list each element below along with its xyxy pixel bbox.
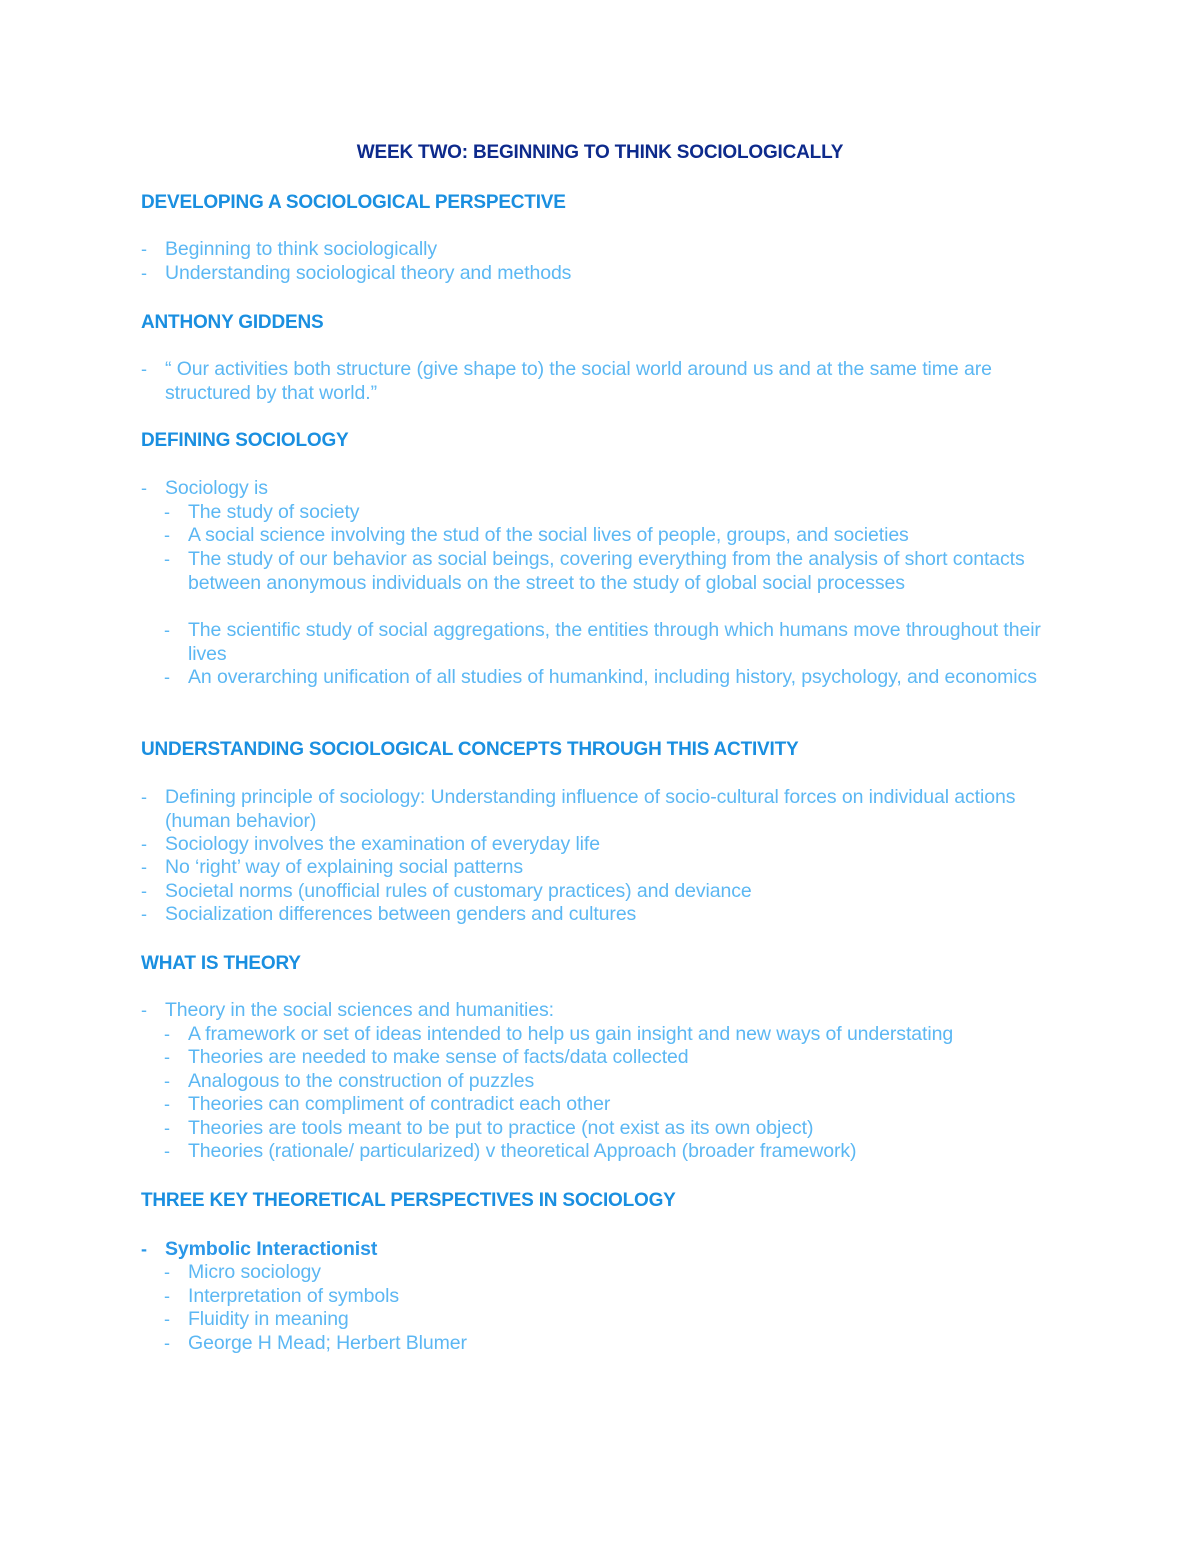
sub-list-item: - Analogous to the construction of puzzles: [164, 1070, 535, 1092]
sub-list-item: - Theories (rationale/ particularized) v theoretical Approach (broader framework): [164, 1140, 857, 1162]
section-heading-concepts: UNDERSTANDING SOCIOLOGICAL CONCEPTS THROUGH THIS ACTIVITY: [141, 739, 799, 760]
list-item: - Sociology is: [141, 477, 268, 499]
section-heading-giddens: ANTHONY GIDDENS: [141, 312, 324, 333]
sub-list-item: - Theories can compliment of contradict each other: [164, 1093, 611, 1115]
sub-list-item: - Theories are needed to make sense of facts/data collected: [164, 1046, 689, 1068]
document-title: WEEK TWO: BEGINNING TO THINK SOCIOLOGICALLY: [356, 142, 844, 163]
list-item-symbolic-interactionist: - Symbolic Interactionist: [141, 1238, 378, 1260]
sub-list-item: - The study of our behavior as social beings, covering everything from the analysis of short contacts between anonymous individuals on the street to the study of global social processes: [164, 548, 1025, 594]
list-item: - No ‘right’ way of explaining social patterns: [141, 856, 523, 878]
sub-list-item: - The scientific study of social aggregations, the entities through which humans move throughout their lives: [164, 619, 1041, 665]
quote-item: - “ Our activities both structure (give shape to) the social world around us and at the same time are structured by that world.”: [141, 358, 992, 404]
sub-list-item: - George H Mead; Herbert Blumer: [164, 1332, 467, 1354]
list-item: - Beginning to think sociologically: [141, 238, 438, 260]
sub-list-item: - A framework or set of ideas intended to help us gain insight and new ways of understating: [164, 1023, 954, 1045]
sub-list-item: - Fluidity in meaning: [164, 1308, 349, 1330]
section-heading-theory: WHAT IS THEORY: [141, 953, 301, 974]
list-item: - Sociology involves the examination of everyday life: [141, 833, 600, 855]
sub-list-item: - A social science involving the stud of the social lives of people, groups, and societies: [164, 524, 909, 546]
sub-list-item: - The study of society: [164, 501, 360, 523]
list-item: - Understanding sociological theory and methods: [141, 262, 572, 284]
sub-list-item: - Theories are tools meant to be put to practice (not exist as its own object): [164, 1117, 814, 1139]
list-item: - Societal norms (unofficial rules of customary practices) and deviance: [141, 880, 752, 902]
section-heading-developing: DEVELOPING A SOCIOLOGICAL PERSPECTIVE: [141, 192, 566, 213]
list-item: - Defining principle of sociology: Understanding influence of socio-cultural forces on individual actions (human behavior): [141, 786, 1016, 832]
sub-list-item: - An overarching unification of all studies of humankind, including history, psychology, and economics: [164, 666, 1037, 688]
list-item: - Theory in the social sciences and humanities:: [141, 999, 554, 1021]
sub-list-item: - Micro sociology: [164, 1261, 321, 1283]
sub-list-item: - Interpretation of symbols: [164, 1285, 400, 1307]
section-heading-perspectives: THREE KEY THEORETICAL PERSPECTIVES IN SOCIOLOGY: [141, 1190, 676, 1211]
list-item: - Socialization differences between genders and cultures: [141, 903, 637, 925]
section-heading-defining: DEFINING SOCIOLOGY: [141, 430, 349, 451]
